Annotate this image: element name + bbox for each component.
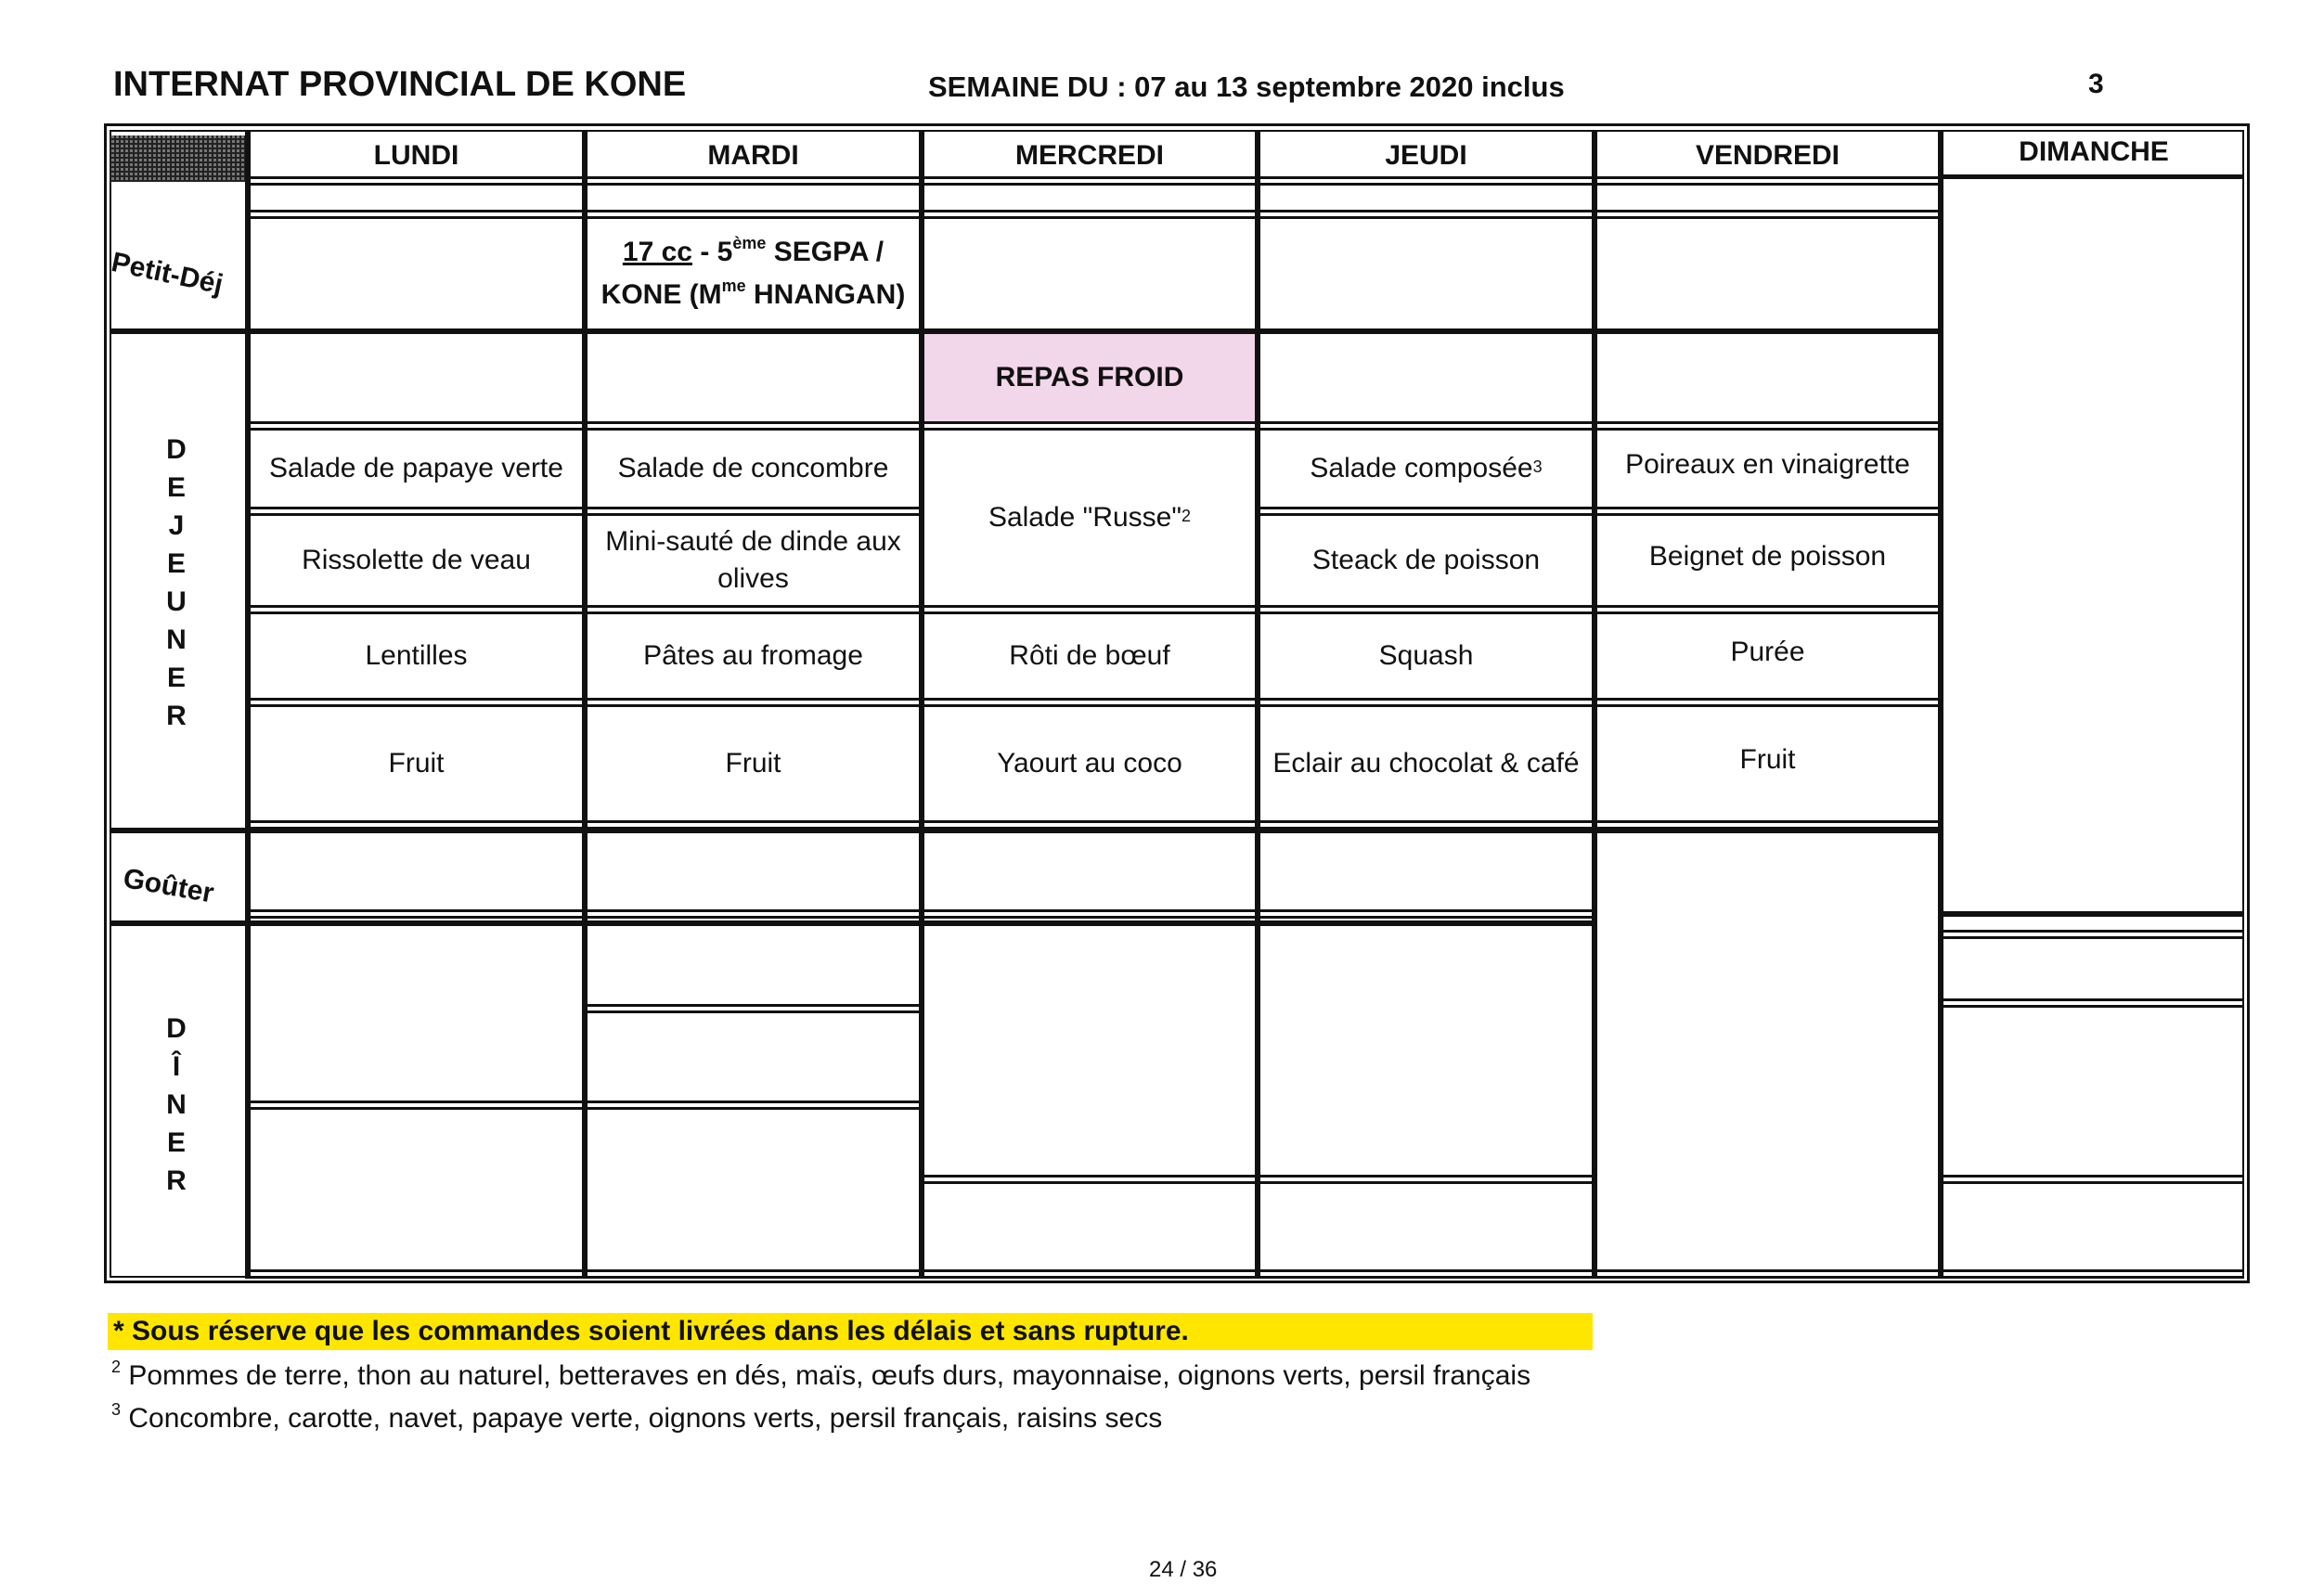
entree-jeudi: Salade composée $^3$ [1310,453,1543,483]
footnote-3: $^3$ Concombre, carotte, navet, papaye verte, oignons verts, persil français, raisins secs [111,1400,1163,1434]
row-divider [245,176,1943,186]
entree-mercredi: Salade "Russe" $^2$ [988,502,1192,533]
petit-dej-mardi-line1: 17 cc - 5ème SEGPA / [622,234,884,267]
row-divider [245,1269,2244,1279]
plat-vendredi: Beignet de poisson [1648,541,1887,572]
accompagnement-mercredi: Rôti de bœuf [1009,640,1170,671]
dessert-jeudi: Eclair au chocolat & café [1272,748,1580,779]
repas-froid-banner: REPAS FROID [924,334,1255,421]
document-title: INTERNAT PROVINCIAL DE KONE [113,65,687,104]
petit-dej-mardi [587,219,919,328]
row-label-diner: D Î N E R [166,1013,187,1196]
plat-jeudi: Steack de poisson [1311,545,1541,575]
dessert-vendredi: Fruit [1739,744,1796,775]
row-divider [245,507,920,516]
row-divider [245,909,1596,919]
accompagnement-lundi: Lentilles [365,640,468,671]
day-header-mercredi: MERCREDI [1014,140,1164,171]
plat-mardi: Mini-sauté de dinde aux olives [605,526,901,594]
row-label-dejeuner: D E J E U N E R [166,434,187,731]
page-counter: 24 / 36 [1149,1557,1218,1582]
day-header-jeudi: JEUDI [1385,140,1467,171]
entree-lundi: Salade de papaye verte [269,453,563,483]
accompagnement-mardi: Pâtes au fromage [643,640,863,671]
row-divider [1938,930,2244,939]
page-badge: 3 [2088,69,2104,99]
row-divider [582,1004,919,1013]
row-divider [245,210,1943,219]
week-range: SEMAINE DU : 07 au 13 septembre 2020 inclus [928,71,1565,103]
hatched-corner [110,135,245,182]
row-label-petit-dej: Petit-Déj [109,247,226,301]
day-header-lundi: LUNDI [373,140,459,171]
day-header-mardi: MARDI [707,140,799,171]
dessert-mercredi: Yaourt au coco [997,748,1182,779]
plat-lundi: Rissolette de veau [302,545,531,575]
row-divider [1938,911,2244,917]
delivery-disclaimer: * Sous réserve que les commandes soient livrées dans les délais et sans rupture. [108,1313,1593,1350]
row-divider [1938,998,2244,1008]
entree-vendredi: Poireaux en vinaigrette [1625,449,1910,480]
petit-dej-mardi-line2: KONE ($M^{me}$ HNANGAN) [600,277,906,310]
accompagnement-vendredi: Purée [1730,637,1805,667]
row-divider [245,820,1943,830]
entree-mardi: Salade de concombre [617,453,889,483]
row-divider [1938,174,2244,179]
day-header-vendredi: VENDREDI [1695,140,1840,171]
row-divider [245,1100,920,1110]
row-divider [1938,1175,2244,1184]
row-divider [110,920,1596,926]
day-header-dimanche: DIMANCHE [2019,136,2169,167]
accompagnement-jeudi: Squash [1378,640,1474,671]
row-divider [919,1175,1596,1184]
footnote-2: $^2$ Pommes de terre, thon au naturel, betteraves en dés, maïs, œufs durs, mayonnaise, oignons verts, persil français [111,1358,1531,1391]
dessert-lundi: Fruit [388,748,445,779]
row-label-gouter: Goûter [121,863,216,909]
dessert-mardi: Fruit [725,748,781,779]
